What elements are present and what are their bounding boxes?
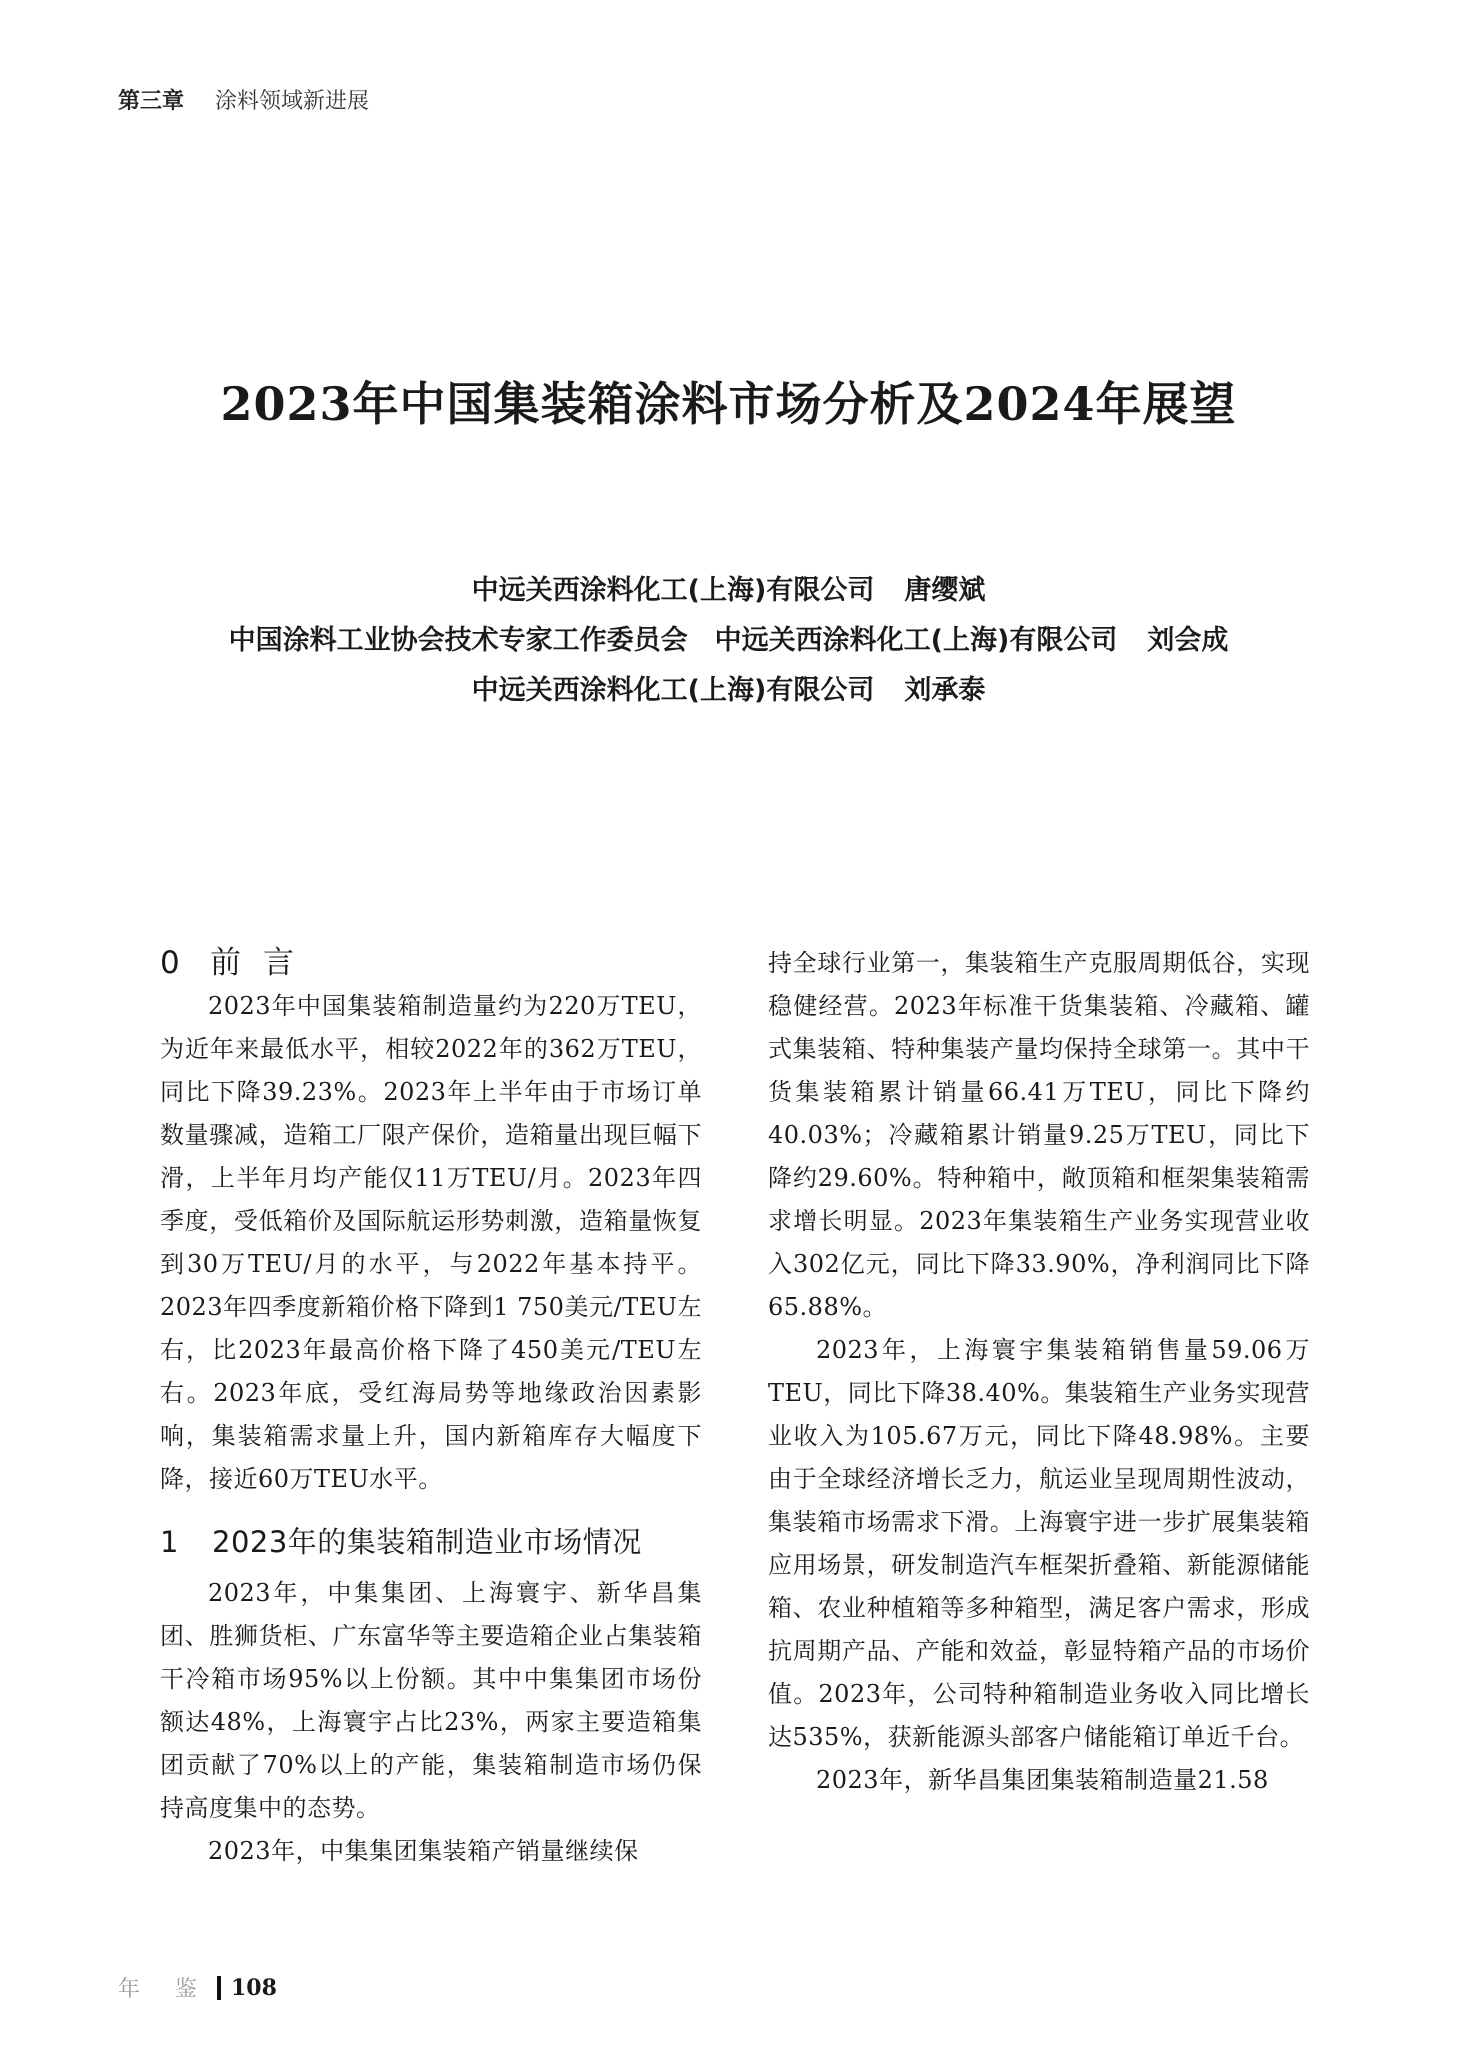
author-line [0, 566, 1457, 616]
section-heading-preface [160, 942, 702, 985]
body-paragraph: 2023年，中集集团、上海寰宇、新华昌集团、胜狮货柜、广东富华等主要造箱企业占集装箱干冷箱市场95%以上份额。其中中集集团市场份额达48%，上海寰宇占比23%，两家主要造箱集团贡献了70%以上的产能，集装箱制造市场仍保持高度集中的态势。 [160, 1579, 702, 1822]
section-heading-1 [160, 1521, 702, 1564]
author-affiliation: 中国涂料工业协会技术专家工作委员会 中远关西涂料化工(上海)有限公司 [228, 625, 1118, 656]
page-footer [118, 1972, 277, 2003]
author-affiliation: 中远关西涂料化工(上海)有限公司 [471, 575, 875, 606]
author-name: 唐缨斌 [904, 575, 986, 606]
section-label: 涂料领域新进展 [215, 89, 370, 114]
page-number: 108 [231, 1974, 277, 2001]
body-paragraph: 2023年，中集集团集装箱产销量继续保 [208, 1837, 639, 1865]
author-name: 刘会成 [1147, 625, 1229, 656]
body-paragraph: 2023年，新华昌集团集装箱制造量21.58 [816, 1766, 1269, 1794]
section-title: 2023年的集装箱制造业市场情况 [212, 1525, 642, 1559]
author-line [0, 666, 1457, 716]
article-title: 2023年中国集装箱涂料市场分析及2024年展望 [220, 377, 1237, 431]
author-name: 刘承泰 [904, 675, 986, 706]
footer-label: 年 鉴 [118, 1977, 211, 2002]
author-block [0, 566, 1457, 716]
section-number: 1 [160, 1525, 179, 1559]
body-paragraph: 2023年，上海寰宇集装箱销售量59.06万TEU，同比下降38.40%。集装箱生产业务实现营业收入为105.67万元，同比下降48.98%。主要由于全球经济增长乏力，航运业呈现周期性波动，集装箱市场需求下滑。上海寰宇进一步扩展集装箱应用场景，研发制造汽车框架折叠箱、新能源储能箱、农业种植箱等多种箱型，满足客户需求，形成抗周期产品、产能和效益，彰显特箱产品的市场价值。2023年，公司特种箱制造业务收入同比增长达535%，获新能源头部客户储能箱订单近千台。 [768, 1336, 1310, 1751]
left-column [160, 942, 702, 1873]
chapter-label: 第三章 [118, 89, 185, 114]
right-column [768, 942, 1310, 1802]
footer-divider [217, 1976, 221, 2000]
body-paragraph: 2023年中国集装箱制造量约为220万TEU，为近年来最低水平，相较2022年的362万TEU，同比下降39.23%。2023年上半年由于市场订单数量骤减，造箱工厂限产保价，造箱量出现巨幅下滑，上半年月均产能仅11万TEU/月。2023年四季度，受低箱价及国际航运形势刺激，造箱量恢复到30万TEU/月的水平，与2022年基本持平。2023年四季度新箱价格下降到1 750美元/TEU左右，比2023年最高价格下降了450美元/TEU左右。2023年底，受红海局势等地缘政治因素影响，集装箱需求量上升，国内新箱库存大幅度下降，接近60万TEU水平。 [160, 992, 702, 1493]
section-title: 前言 [210, 945, 316, 981]
section-number: 0 [160, 945, 181, 981]
author-line [0, 616, 1457, 666]
author-affiliation: 中远关西涂料化工(上海)有限公司 [471, 675, 875, 706]
body-paragraph-continued: 持全球行业第一，集装箱生产克服周期低谷，实现稳健经营。2023年标准干货集装箱、冷藏箱、罐式集装箱、特种集装产量均保持全球第一。其中干货集装箱累计销量66.41万TEU，同比下降约40.03%；冷藏箱累计销量9.25万TEU，同比下降约29.60%。特种箱中，敞顶箱和框架集装箱需求增长明显。2023年集装箱生产业务实现营业收入302亿元，同比下降33.90%，净利润同比下降65.88%。 [768, 949, 1310, 1321]
running-head [118, 84, 369, 115]
